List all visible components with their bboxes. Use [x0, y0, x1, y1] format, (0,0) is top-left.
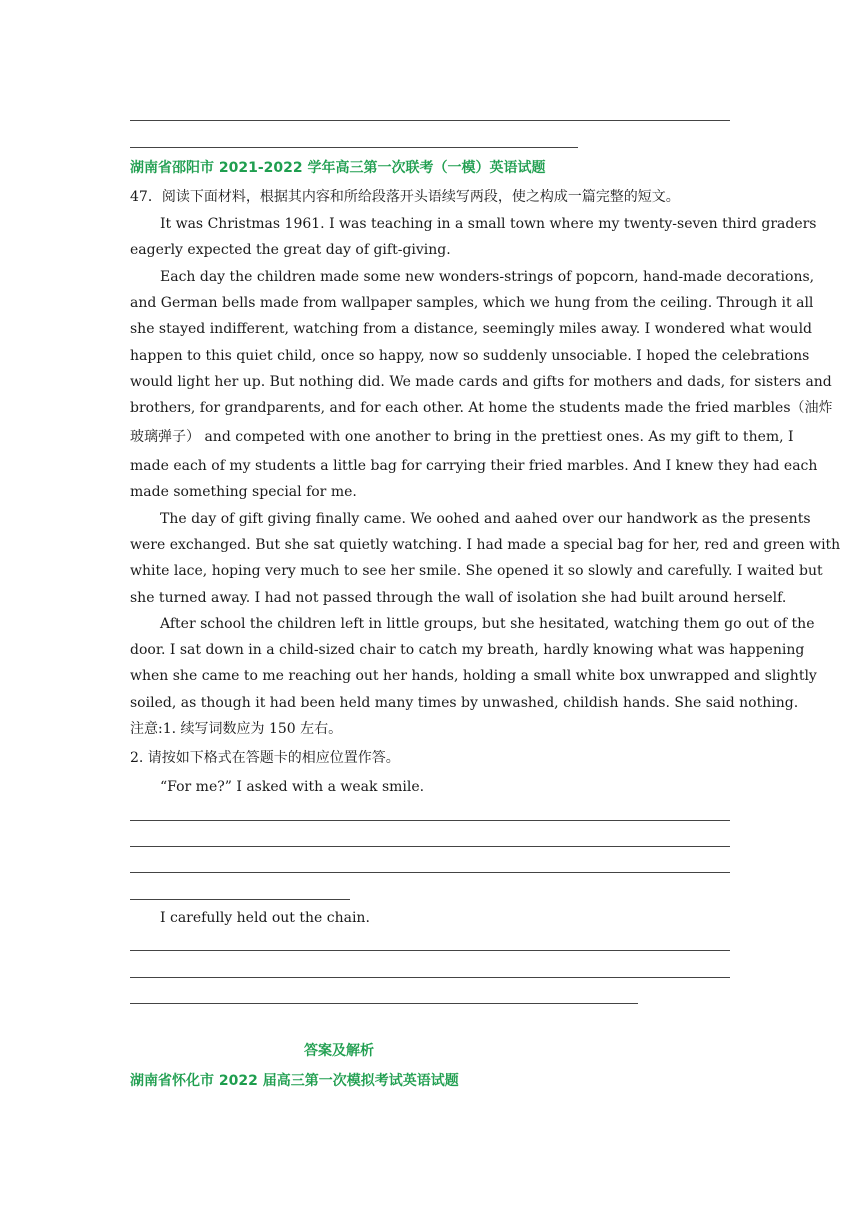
- paragraph-line: 玻璃弹子） and competed with one another to bring in the prettiest ones. As my gift to them, I: [130, 429, 794, 446]
- paragraph-line: eagerly expected the great day of gift-giving.: [130, 242, 451, 259]
- paragraph-line: brothers, for grandparents, and for each other. At home the students made the fried marbles（油炸: [130, 400, 833, 417]
- prompt-second-paragraph: I carefully held out the chain.: [160, 910, 370, 926]
- section-heading: 湖南省邵阳市 2021-2022 学年高三第一次联考（一模）英语试题: [130, 160, 546, 176]
- answer-line: [130, 950, 730, 951]
- paragraph-4: [130, 611, 817, 716]
- note-1: 注意:1. 续写词数应为 150 左右。: [130, 721, 343, 737]
- paragraph-line: were exchanged. But she sat quietly watching. I had made a special bag for her, red and green with: [130, 537, 841, 554]
- answer-line: [130, 147, 578, 148]
- paragraph-line: when she came to me reaching out her hands, holding a small white box unwrapped and slightly: [130, 668, 817, 685]
- answer-line: [130, 846, 730, 847]
- question-instruction: 47．阅读下面材料，根据其内容和所给段落开头语续写两段，使之构成一篇完整的短文。: [130, 189, 680, 205]
- prompt-first-paragraph: “For me?” I asked with a weak smile.: [160, 779, 425, 795]
- paragraph-line: The day of gift giving finally came. We oohed and aahed over our handwork as the presents: [160, 511, 811, 527]
- paragraph-line: white lace, hoping very much to see her smile. She opened it so slowly and carefully. I waited but: [130, 563, 823, 580]
- paragraph-line: she stayed indifferent, watching from a distance, seemingly miles away. I wondered what would: [130, 321, 813, 338]
- paragraph-line: and German bells made from wallpaper samples, which we hung from the ceiling. Through it all: [130, 295, 814, 312]
- answer-line: [130, 977, 730, 978]
- answer-heading: 答案及解析: [304, 1043, 374, 1059]
- answer-line: [130, 820, 730, 821]
- paragraph-line: made each of my students a little bag for carrying their fried marbles. And I knew they had each: [130, 458, 818, 475]
- paragraph-1: [130, 211, 817, 263]
- answer-line: [130, 899, 350, 900]
- answer-line: [130, 1003, 638, 1004]
- paragraph-line: made something special for me.: [130, 484, 357, 501]
- section-heading: 湖南省怀化市 2022 届高三第一次模拟考试英语试题: [130, 1073, 459, 1089]
- paragraph-line: After school the children left in little groups, but she hesitated, watching them go out of the: [160, 616, 815, 632]
- paragraph-2: [130, 264, 833, 506]
- paragraph-line: It was Christmas 1961. I was teaching in a small town where my twenty-seven third graders: [160, 216, 817, 232]
- note-2: 2. 请按如下格式在答题卡的相应位置作答。: [130, 750, 400, 766]
- paragraph-line: soiled, as though it had been held many times by unwashed, childish hands. She said nothing.: [130, 694, 799, 711]
- paragraph-line: door. I sat down in a child-sized chair to catch my breath, hardly knowing what was happening: [130, 642, 805, 659]
- answer-line: [130, 120, 730, 121]
- paragraph-line: Each day the children made some new wonders-strings of popcorn, hand-made decorations,: [160, 269, 815, 285]
- paragraph-3: [130, 506, 841, 611]
- paragraph-line: she turned away. I had not passed through the wall of isolation she had built around herself.: [130, 589, 787, 606]
- answer-line: [130, 872, 730, 873]
- paragraph-line: happen to this quiet child, once so happy, now so suddenly unsociable. I hoped the celebrations: [130, 347, 810, 364]
- paragraph-line: would light her up. But nothing did. We made cards and gifts for mothers and dads, for sisters and: [130, 373, 832, 390]
